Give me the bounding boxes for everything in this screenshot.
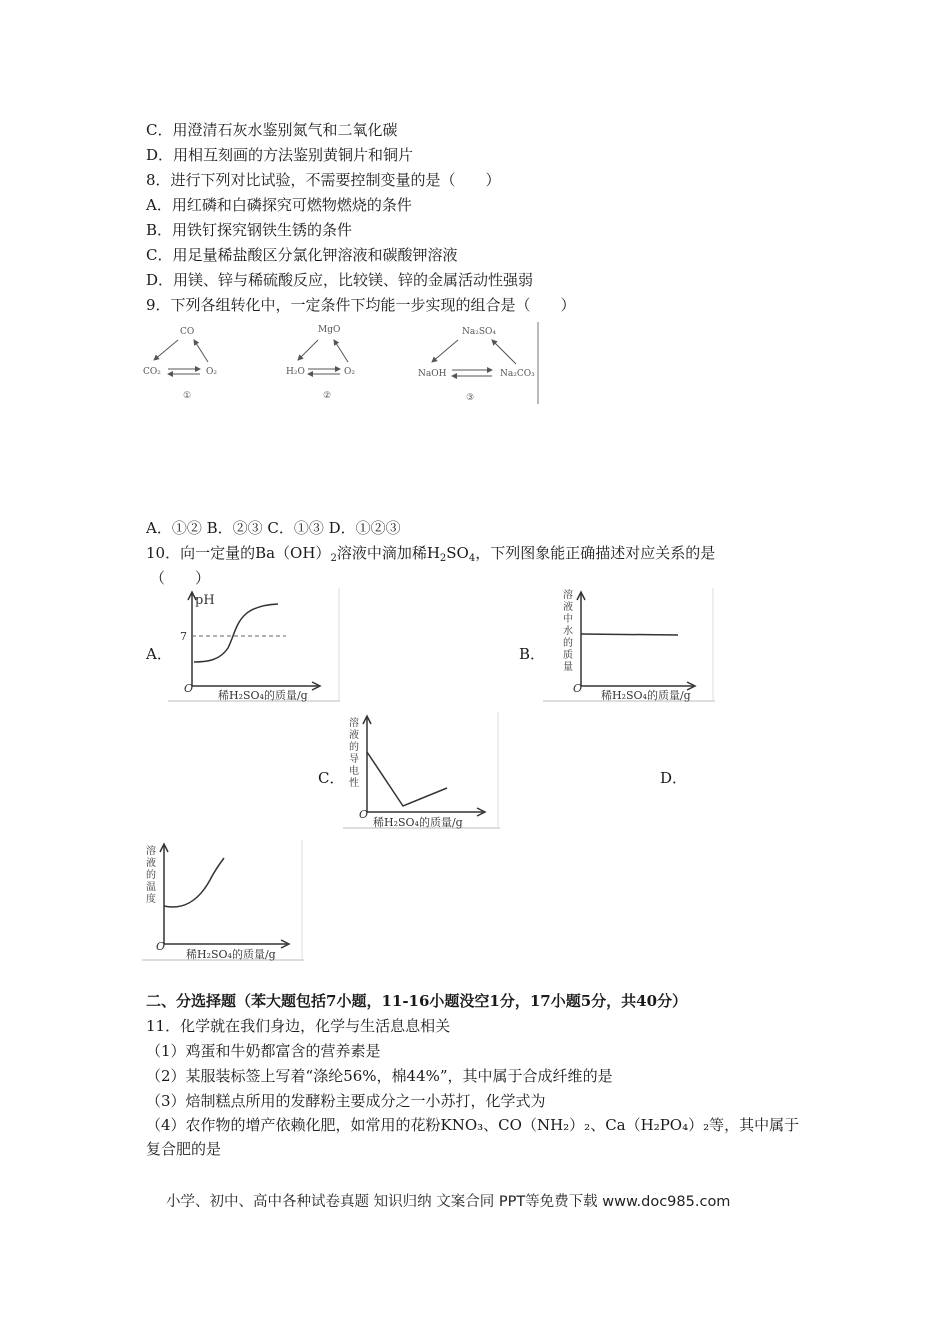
graph-a-letter: A． — [146, 645, 172, 663]
graph-a-tick-7: 7 — [180, 630, 187, 643]
option-d-line: D．用相互刻画的方法鉴别黄铜片和铜片 — [146, 146, 414, 164]
graph-d-ylabel: 溶液的温度 — [146, 846, 156, 905]
section-2-heading: 二、分选择题（苯大题包括7小题，11-16小题没空1分，17小题5分，共40分） — [146, 992, 688, 1010]
graph-b-origin: O — [573, 682, 583, 695]
graph-a-origin: O — [184, 682, 194, 695]
diagram-3-right: Na₂CO₃ — [500, 369, 535, 379]
diagram-2-number: ② — [323, 391, 332, 401]
graph-d-origin: O — [156, 940, 166, 953]
diagram-3-number: ③ — [466, 393, 475, 403]
graph-a-xlabel: 稀H₂SO₄的质量/g — [218, 689, 308, 702]
question-9-options: A．①② B．②③ C．①③ D．①②③ — [146, 519, 401, 537]
question-8: 8．进行下列对比试验，不需要控制变量的是（ ） — [146, 171, 501, 189]
diagram-2-right: O₂ — [344, 367, 355, 377]
graph-a-ylabel: pH — [195, 593, 215, 608]
graph-c — [343, 712, 500, 830]
diagram-3-left: NaOH — [418, 369, 447, 379]
graph-c-xlabel: 稀H₂SO₄的质量/g — [373, 816, 463, 829]
diagram-3-top: Na₂SO₄ — [462, 327, 497, 337]
graph-c-letter: C． — [318, 769, 345, 787]
graph-c-origin: O — [359, 808, 369, 821]
graph-d-xlabel: 稀H₂SO₄的质量/g — [186, 948, 276, 961]
question-11: 11．化学就在我们身边，化学与生活息息相关 — [146, 1017, 451, 1035]
graph-a — [168, 588, 340, 703]
question-11-part-4: （4）农作物的增产依赖化肥，如常用的花粉KNO₃、CO（NH₂）₂、Ca（H₂PO₄）₂等，其中属于 — [146, 1116, 800, 1134]
graph-d-letter: D． — [660, 769, 688, 787]
diagram-2-top: MgO — [318, 325, 341, 335]
graph-c-ylabel: 溶液的导电性 — [349, 718, 359, 789]
graph-b-xlabel: 稀H₂SO₄的质量/g — [601, 689, 691, 702]
question-11-part-4-cont: 复合肥的是 — [146, 1140, 222, 1158]
diagram-1-right: O₂ — [206, 367, 217, 377]
question-11-part-1: （1）鸡蛋和牛奶都富含的营养素是 — [146, 1042, 381, 1060]
question-8-option-c: C．用足量稀盐酸区分氯化钾溶液和碳酸钾溶液 — [146, 246, 458, 264]
diagram-1-top: CO — [180, 327, 195, 337]
question-11-part-3: （3）焙制糕点所用的发酵粉主要成分之一小苏打，化学式为 — [146, 1092, 546, 1110]
diagram-2-left: H₂O — [286, 367, 305, 377]
diagram-1-left: CO₂ — [143, 367, 161, 377]
question-8-option-a: A．用红磷和白磷探究可燃物燃烧的条件 — [146, 196, 412, 214]
graph-b — [543, 588, 715, 703]
question-11-part-2: （2）某服装标签上写着“涤纶56%，棉44%”，其中属于合成纤维的是 — [146, 1067, 613, 1085]
question-10-paren: （ ） — [150, 569, 211, 587]
question-9: 9．下列各组转化中，一定条件下均能一步实现的组合是（ ） — [146, 296, 576, 314]
question-8-option-d: D．用镁、锌与稀硫酸反应，比较镁、锌的金属活动性强弱 — [146, 271, 534, 289]
conversion-diagrams — [140, 318, 550, 408]
graph-b-letter: B． — [519, 645, 546, 663]
option-c-line: C．用澄清石灰水鉴别氮气和二氧化碳 — [146, 121, 398, 139]
diagram-1-number: ① — [183, 391, 192, 401]
graph-d — [142, 840, 304, 962]
question-10: 10．向一定量的$Ba(OH)_2$溶液中滴加稀$H_2SO_4$，下列图象能正确描述对应关系的是 — [146, 544, 716, 564]
question-8-option-b: B．用铁钉探究钢铁生锈的条件 — [146, 221, 353, 239]
graph-b-ylabel: 溶液中水的质量 — [563, 590, 573, 673]
page-footer: 小学、初中、高中各种试卷真题 知识归纳 文案合同 PPT等免费下载 www.doc985.com — [166, 1194, 731, 1210]
